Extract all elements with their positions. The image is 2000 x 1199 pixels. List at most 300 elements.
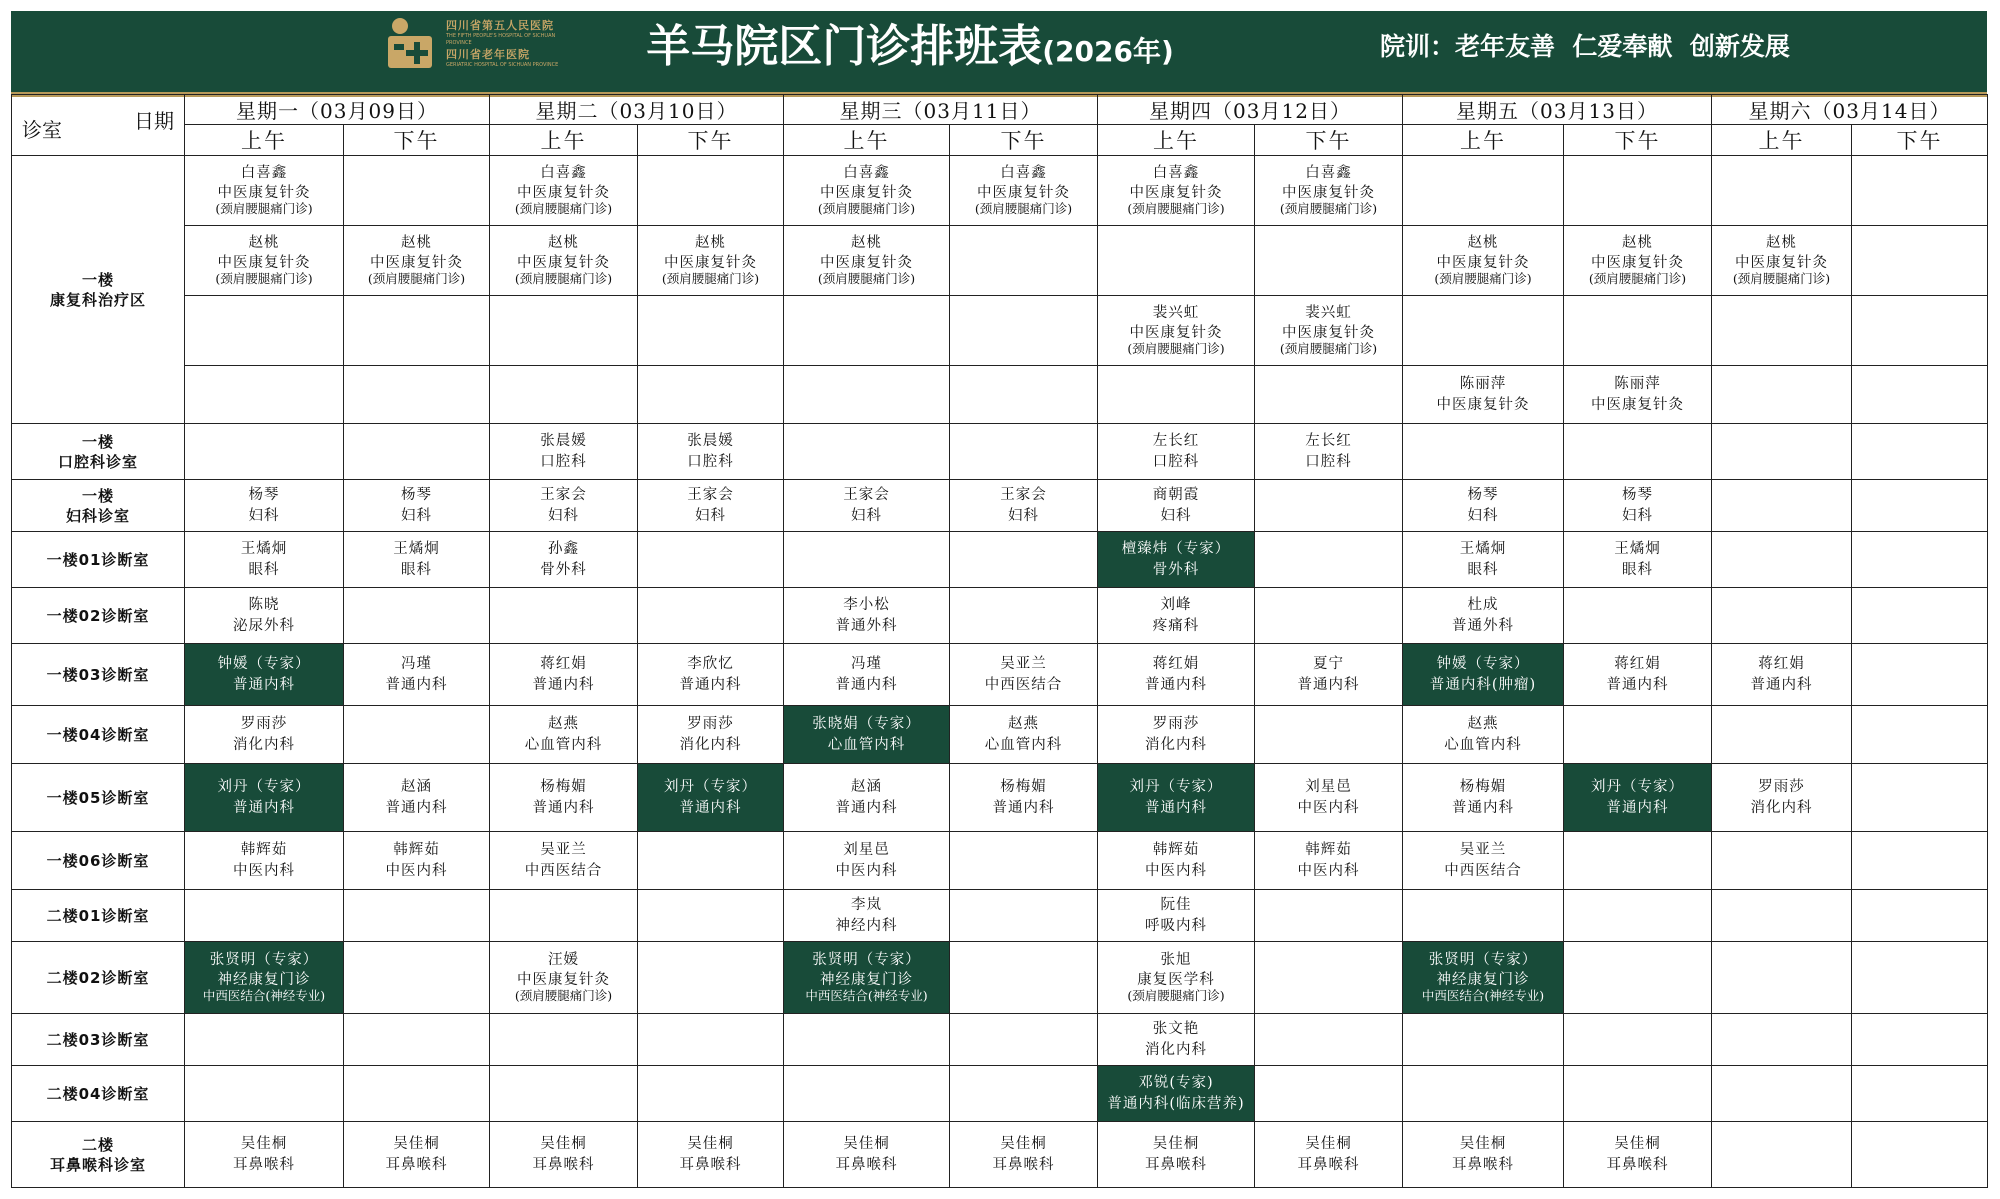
doctor-name: 蒋红娟 [1152,655,1200,672]
schedule-cell [490,424,638,480]
clinic-note: (颈肩腰腿痛门诊) [1732,270,1831,286]
department-name: 普通外科 [1452,617,1514,634]
department-name: 中医内科 [835,862,898,879]
doctor-name: 吴亚兰 [1459,841,1507,858]
schedule-cell [784,366,950,424]
schedule-cell [1852,942,1988,1014]
department-name: 消化内科 [679,736,742,753]
schedule-cell [638,480,784,532]
department-name: 中医康复针灸 [664,255,757,272]
schedule-table [11,94,1988,1188]
doctor-name: 刘丹（专家） [1129,778,1223,795]
schedule-cell [1712,942,1852,1014]
schedule-cell [490,1014,638,1066]
schedule-cell [185,532,344,588]
department-name: 普通内科 [233,799,295,816]
clinic-note: (颈肩腰腿痛门诊) [1279,340,1378,356]
department-name: 普通内科 [385,676,448,693]
department-name: 普通内科 [1452,799,1514,816]
schedule-cell [490,890,638,942]
room-label: 一楼06诊断室 [12,832,185,890]
schedule-cell [490,588,638,644]
half-header-am: 上午 [185,125,344,156]
doctor-name: 冯瑾 [851,655,882,672]
schedule-row [12,706,1988,764]
department-name: 中医康复针灸 [217,255,311,272]
doctor-name: 张晨媛 [687,432,734,449]
department-name: 普通内科 [233,676,295,693]
department-name: 耳鼻喉科 [1297,1156,1360,1173]
schedule-cell [1712,588,1852,644]
clinic-note: (颈肩腰腿痛门诊) [215,270,313,286]
department-name: 泌尿外科 [233,617,295,634]
department-name: 耳鼻喉科 [1452,1156,1514,1173]
schedule-cell [1098,480,1255,532]
doctor-name: 王家会 [687,486,734,503]
department-name: 妇科 [851,507,882,524]
schedule-cell [185,942,344,1014]
schedule-cell [950,588,1098,644]
department-name: 眼科 [1467,561,1499,578]
department-name: 中医内科 [385,862,448,879]
half-header-pm: 下午 [1255,125,1403,156]
schedule-cell [784,226,950,296]
doctor-name: 韩辉茹 [393,841,440,858]
clinic-note: (颈肩腰腿痛门诊) [817,200,916,216]
department-name: 中医康复针灸 [1129,185,1223,202]
page-title-main: 羊马院区门诊排班表 [646,21,1043,72]
schedule-cell [1403,1014,1564,1066]
doctor-name: 赵燕 [1467,715,1499,732]
schedule-cell [950,1122,1098,1188]
doctor-name: 王家会 [540,486,587,503]
department-name: 妇科 [1467,507,1499,524]
doctor-name: 吴佳桐 [1614,1135,1661,1152]
schedule-cell [185,1014,344,1066]
schedule-cell [950,366,1098,424]
schedule-cell [1255,706,1403,764]
schedule-cell [950,296,1098,366]
half-header-pm: 下午 [638,125,784,156]
schedule-cell [1564,532,1712,588]
department-name: 中医康复针灸 [517,972,610,989]
department-name: 普通内科 [835,799,898,816]
schedule-cell [1712,644,1852,706]
schedule-row [12,1122,1988,1188]
clinic-note: (颈肩腰腿痛门诊) [514,987,613,1003]
schedule-cell [784,890,950,942]
schedule-cell [1255,296,1403,366]
schedule-cell [185,588,344,644]
schedule-cell [1255,532,1403,588]
schedule-cell [344,1014,490,1066]
department-name: 康复医学科 [1137,972,1215,989]
department-name: 耳鼻喉科 [992,1156,1055,1173]
schedule-cell [1852,424,1988,480]
page-title-year: (2026年) [1042,35,1174,68]
doctor-name: 杨梅媚 [1000,778,1047,795]
clinic-note: 中西医结合(神经专业) [805,987,928,1003]
schedule-cell [784,296,950,366]
schedule-cell [490,942,638,1014]
doctor-name: 王家会 [1000,486,1047,503]
schedule-cell [1403,890,1564,942]
schedule-row [12,942,1988,1014]
clinic-note: (颈肩腰腿痛门诊) [514,270,613,286]
half-header-pm: 下午 [344,125,490,156]
schedule-cell [1712,764,1852,832]
doctor-name: 吴佳桐 [393,1135,440,1152]
half-header-am: 上午 [1712,125,1852,156]
schedule-cell [1403,532,1564,588]
doctor-name: 陈晓 [248,596,280,613]
clinic-note: (颈肩腰腿痛门诊) [1588,270,1687,286]
schedule-cell [1255,1014,1403,1066]
doctor-name: 王燏炯 [1614,540,1661,557]
corner-header [12,95,185,156]
schedule-cell [784,588,950,644]
department-name: 中医康复针灸 [1436,396,1530,413]
schedule-cell [185,832,344,890]
department-name: 普通外科 [835,617,898,634]
schedule-cell [1098,1122,1255,1188]
schedule-cell [185,644,344,706]
schedule-cell [784,1122,950,1188]
schedule-cell [1712,706,1852,764]
schedule-row [12,890,1988,942]
schedule-cell [185,890,344,942]
doctor-name: 陈丽萍 [1614,375,1661,392]
schedule-cell [1852,366,1988,424]
doctor-name: 赵桃 [401,234,432,251]
schedule-cell [185,366,344,424]
schedule-cell [1852,1014,1988,1066]
schedule-cell [638,226,784,296]
schedule-cell [490,226,638,296]
department-name: 眼科 [401,561,432,578]
doctor-name: 张晓娟（专家） [812,715,921,732]
department-name: 耳鼻喉科 [679,1156,742,1173]
schedule-cell [1712,296,1852,366]
schedule-row [12,1066,1988,1122]
doctor-name: 吴佳桐 [1305,1135,1352,1152]
department-name: 中医康复针灸 [1282,325,1375,342]
department-name: 口腔科 [1305,453,1352,470]
schedule-cell [1852,480,1988,532]
doctor-name: 杨梅媚 [540,778,587,795]
doctor-name: 左长红 [1152,432,1200,449]
department-name: 耳鼻喉科 [835,1156,898,1173]
department-name: 普通内科 [835,676,898,693]
hospital-name-2: 四川省老年医院 [446,47,530,61]
schedule-cell [344,890,490,942]
schedule-cell [1098,424,1255,480]
schedule-cell [185,156,344,226]
half-header-am: 上午 [490,125,638,156]
schedule-cell [185,480,344,532]
schedule-cell [185,706,344,764]
half-header-pm: 下午 [950,125,1098,156]
schedule-cell [1098,764,1255,832]
schedule-cell [1852,644,1988,706]
clinic-note: 中西医结合(神经专业) [202,987,326,1003]
department-name: 心血管内科 [827,736,906,753]
schedule-row [12,366,1988,424]
department-name: 骨外科 [1152,561,1200,578]
schedule-cell [1564,1066,1712,1122]
schedule-cell [950,764,1098,832]
doctor-name: 赵燕 [1008,715,1039,732]
room-label: 一楼05诊断室 [12,764,185,832]
schedule-cell [950,156,1098,226]
schedule-cell [1564,480,1712,532]
clinic-note: (颈肩腰腿痛门诊) [1434,270,1532,286]
doctor-name: 刘丹（专家） [1591,778,1684,795]
department-name: 心血管内科 [984,736,1063,753]
department-name: 中医康复针灸 [820,185,913,202]
clinic-note: (颈肩腰腿痛门诊) [1127,987,1225,1003]
schedule-cell [1712,890,1852,942]
schedule-cell [950,706,1098,764]
schedule-cell [950,832,1098,890]
doctor-name: 钟媛（专家） [1436,655,1530,672]
department-name: 妇科 [1008,507,1039,524]
department-name: 中医康复针灸 [1436,255,1530,272]
doctor-name: 罗雨莎 [1152,715,1200,732]
schedule-cell [1403,1066,1564,1122]
schedule-cell [1852,532,1988,588]
schedule-cell [950,480,1098,532]
room-label: 二楼 耳鼻喉科诊室 [12,1122,185,1188]
doctor-name: 赵桃 [548,234,579,251]
doctor-name: 张旭 [1160,951,1192,968]
doctor-name: 张贤明（专家） [1428,951,1538,968]
schedule-cell [1098,1066,1255,1122]
department-name: 神经内科 [835,917,898,934]
schedule-row [12,296,1988,366]
schedule-cell [1255,1066,1403,1122]
schedule-cell [1564,588,1712,644]
doctor-name: 吴佳桐 [687,1135,734,1152]
department-name: 眼科 [1622,561,1653,578]
schedule-cell [638,1014,784,1066]
department-name: 中医康复针灸 [1591,255,1684,272]
department-name: 中医康复针灸 [820,255,913,272]
schedule-cell [1852,832,1988,890]
doctor-name: 蒋红娟 [1614,655,1661,672]
room-label: 一楼01诊断室 [12,532,185,588]
clinic-note: (颈肩腰腿痛门诊) [1127,340,1225,356]
doctor-name: 裴兴虹 [1152,304,1200,321]
doctor-name: 邓锐(专家) [1138,1074,1214,1091]
department-name: 消化内科 [1750,799,1813,816]
department-name: 中医康复针灸 [217,185,311,202]
department-name: 普通内科 [1297,676,1360,693]
page-title [560,12,1260,82]
schedule-cell [1098,296,1255,366]
clinic-note: (颈肩腰腿痛门诊) [215,200,313,216]
clinic-note: 中西医结合(神经专业) [1421,987,1545,1003]
schedule-cell [1564,942,1712,1014]
schedule-cell [784,942,950,1014]
schedule-cell [638,706,784,764]
schedule-cell [638,1122,784,1188]
schedule-cell [1852,890,1988,942]
doctor-name: 赵涵 [401,778,432,795]
doctor-name: 罗雨莎 [687,715,734,732]
schedule-cell [490,480,638,532]
department-name: 消化内科 [1145,1041,1207,1058]
department-name: 普通内科(肿瘤) [1429,676,1537,693]
schedule-body [12,156,1988,1188]
schedule-cell [1255,832,1403,890]
schedule-cell [344,532,490,588]
department-name: 口腔科 [540,453,587,470]
schedule-cell [638,532,784,588]
schedule-cell [185,1066,344,1122]
hospital-logo [380,12,580,74]
schedule-cell [638,832,784,890]
doctor-name: 赵桃 [1467,234,1499,251]
schedule-cell [1712,424,1852,480]
doctor-name: 刘星邑 [1305,778,1352,795]
schedule-cell [950,532,1098,588]
schedule-cell [1098,942,1255,1014]
department-name: 普通内科 [385,799,448,816]
room-label: 二楼04诊断室 [12,1066,185,1122]
doctor-name: 杨梅媚 [1459,778,1507,795]
schedule-cell [638,156,784,226]
schedule-cell [638,296,784,366]
schedule-cell [490,366,638,424]
schedule-cell [1852,764,1988,832]
room-label: 二楼02诊断室 [12,942,185,1014]
department-name: 妇科 [401,507,432,524]
schedule-cell [1852,156,1988,226]
doctor-name: 王家会 [843,486,890,503]
doctor-name: 白喜鑫 [1000,164,1047,181]
schedule-cell [344,1122,490,1188]
schedule-cell [185,1122,344,1188]
hospital-name-en-2: GERIATRIC HOSPITAL OF SICHUAN PROVINCE [446,61,559,68]
schedule-cell [638,764,784,832]
schedule-cell [1255,644,1403,706]
schedule-cell [1255,942,1403,1014]
doctor-name: 吴佳桐 [843,1135,890,1152]
doctor-name: 吴佳桐 [1152,1135,1200,1152]
department-name: 中西医结合 [524,862,603,879]
department-name: 普通内科 [1606,799,1669,816]
schedule-cell [1564,644,1712,706]
doctor-name: 王燏炯 [1459,540,1507,557]
room-label: 一楼02诊断室 [12,588,185,644]
day-header-mon: 星期一（03月09日） [185,95,490,125]
schedule-cell [784,424,950,480]
doctor-name: 韩辉茹 [1152,841,1200,858]
schedule-cell [1255,1122,1403,1188]
department-name: 中医康复针灸 [977,185,1070,202]
schedule-cell [1098,706,1255,764]
half-header-am: 上午 [1098,125,1255,156]
schedule-cell [1403,706,1564,764]
schedule-cell [950,1014,1098,1066]
schedule-cell [638,588,784,644]
half-header-pm: 下午 [1852,125,1988,156]
doctor-name: 张晨媛 [540,432,587,449]
schedule-cell [490,706,638,764]
doctor-name: 裴兴虹 [1305,304,1352,321]
schedule-cell [344,424,490,480]
doctor-name: 赵桃 [695,234,726,251]
department-name: 中医内科 [1297,799,1360,816]
schedule-cell [1255,156,1403,226]
clinic-note: (颈肩腰腿痛门诊) [1279,200,1378,216]
department-name: 妇科 [695,507,726,524]
schedule-cell [1712,1014,1852,1066]
doctor-name: 夏宁 [1313,655,1344,672]
schedule-cell [950,644,1098,706]
schedule-row [12,532,1988,588]
doctor-name: 刘峰 [1160,596,1192,613]
doctor-name: 韩辉茹 [1305,841,1352,858]
schedule-cell [1403,588,1564,644]
schedule-cell [1255,588,1403,644]
department-name: 普通内科 [1145,799,1207,816]
department-name: 神经康复门诊 [820,972,913,989]
schedule-cell [638,424,784,480]
doctor-name: 赵桃 [248,234,280,251]
department-name: 普通内科 [679,676,742,693]
doctor-name: 白喜鑫 [240,164,288,181]
doctor-name: 商朝霞 [1152,486,1200,503]
schedule-cell [784,644,950,706]
schedule-cell [1098,156,1255,226]
department-name: 眼科 [248,561,280,578]
department-name: 普通内科(临床营养) [1107,1095,1245,1112]
schedule-cell [1403,480,1564,532]
schedule-cell [784,1066,950,1122]
doctor-name: 钟媛（专家） [217,655,311,672]
schedule-cell [1564,832,1712,890]
schedule-cell [1712,480,1852,532]
department-name: 神经康复门诊 [217,972,311,989]
department-name: 普通内科 [532,799,595,816]
schedule-cell [784,706,950,764]
schedule-cell [344,1066,490,1122]
doctor-name: 左长红 [1305,432,1352,449]
schedule-cell [1255,424,1403,480]
department-name: 耳鼻喉科 [1145,1156,1207,1173]
day-header-sat: 星期六（03月14日） [1712,95,1988,125]
department-name: 中医康复针灸 [1129,325,1223,342]
doctor-name: 陈丽萍 [1459,375,1507,392]
department-name: 中医康复针灸 [370,255,463,272]
schedule-cell [185,296,344,366]
doctor-name: 孙鑫 [548,540,579,557]
date-axis-label: 日期 [134,109,174,133]
schedule-cell [1564,706,1712,764]
doctor-name: 王燏炯 [393,540,440,557]
schedule-cell [185,764,344,832]
schedule-cell [784,1014,950,1066]
schedule-cell [1564,1014,1712,1066]
doctor-name: 白喜鑫 [843,164,890,181]
department-name: 中西医结合 [984,676,1063,693]
department-name: 消化内科 [1145,736,1207,753]
schedule-cell [490,832,638,890]
half-header-am: 上午 [1403,125,1564,156]
department-name: 中医康复针灸 [1735,255,1828,272]
